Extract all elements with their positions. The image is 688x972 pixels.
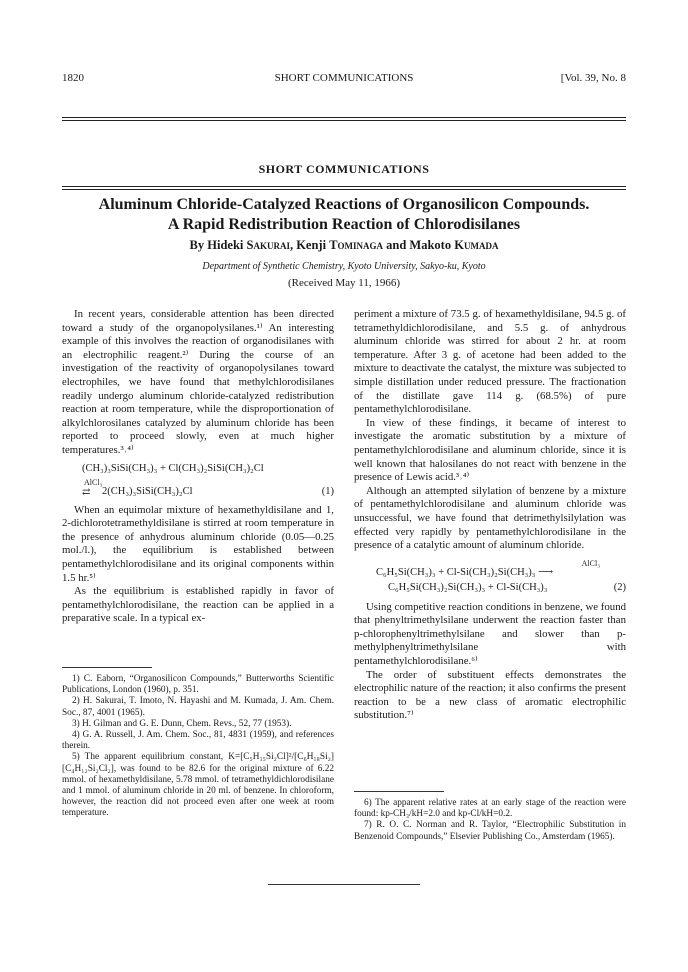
equation-2-reactants: C₆H₅Si(CH₃)₃ + Cl-Si(CH₃)₂Si(CH₃)₃ ⟶ — [376, 566, 554, 578]
right-footnotes — [354, 798, 626, 843]
footnote-1: 1) C. Eaborn, “Organosilicon Compounds,” Butterworths Scientific Publications, London (1960), p. 351. — [62, 674, 334, 696]
equation-1-catalyst: AlCl₃ — [84, 477, 103, 487]
right-para-2: In view of these findings, it became of interest to investigate the aromatic substitution by a mixture of pentamethylchlorodisilane and aluminum chloride, since it is well known that halosilanes do not react with benzene in the presence of Lewis acid.³˒⁴⁾ — [354, 416, 626, 484]
left-footnote-rule — [62, 667, 152, 668]
right-para-4: Using competitive reaction conditions in benzene, we found that phenyltrimethylsilane underwent the reaction faster than p-chlorophenyltrimethylsilane and slower than p-methylphenyltrimethylsilane with pentamethylchlorodisilane.⁶⁾ — [354, 600, 626, 668]
author2-surname: Tominaga — [329, 238, 384, 252]
author-line — [0, 238, 688, 253]
equilibrium-arrow-icon: ⇄ — [82, 486, 91, 498]
volume-info: [Vol. 39, No. 8 — [560, 72, 626, 84]
equation-1-number: (1) — [321, 485, 334, 497]
end-rule — [268, 884, 420, 885]
header-rule-1 — [62, 117, 626, 118]
left-footnotes — [62, 674, 334, 820]
equation-2-products: C₆H₅Si(CH₃)₂Si(CH₃)₃ + Cl-Si(CH₃)₃ — [388, 581, 548, 593]
equation-2-number: (2) — [613, 581, 626, 593]
equation-1 — [62, 476, 334, 500]
footnote-4: 4) G. A. Russell, J. Am. Chem. Soc., 81, 4831 (1959), and references therein. — [62, 730, 334, 752]
received-date: (Received May 11, 1966) — [287, 277, 400, 289]
article-title-line2: A Rapid Redistribution Reaction of Chlorodisilanes — [167, 216, 521, 233]
equation-2 — [354, 559, 626, 593]
authors-prefix: By Hideki — [189, 238, 247, 252]
left-para-2: When an equimolar mixture of hexamethyldisilane and 1, 2-dichlorotetramethyldisilane is stirred at room temperature in the presence of anhydrous aluminum chloride (0.05—0.25 mol./l.), the equilibrium is established between pentamethylchlorodisilane and its original components within 1.5 hr.⁵⁾ — [62, 503, 334, 584]
article-title-line1: Aluminum Chloride-Catalyzed Reactions of Organosilicon Compounds. — [98, 196, 590, 213]
running-title: SHORT COMMUNICATIONS — [274, 72, 414, 84]
right-column — [354, 308, 626, 723]
authors-sep2: and Makoto — [383, 238, 455, 252]
authors-sep1: , Kenji — [289, 238, 330, 252]
equation-1-reactants: (CH₃)₃SiSi(CH₃)₃ + Cl(CH₃)₂SiSi(CH₃)₂Cl — [82, 462, 264, 474]
footnote-2: 2) H. Sakurai, T. Imoto, N. Hayashi and M. Kumada, J. Am. Chem. Soc., 87, 4001 (1965). — [62, 696, 334, 718]
section-rule-1 — [62, 186, 626, 187]
footnote-3: 3) H. Gilman and G. E. Dunn, Chem. Revs., 52, 77 (1953). — [72, 718, 292, 729]
left-para-1: In recent years, considerable attention has been directed toward a study of the organopolysilanes.¹⁾ An interesting example of this involves the reaction of organodisilanes with an electrophilic reagent.²⁾ During the course of an investigation of the reactivity of organopolysilanes toward electrophiles, we have found that methylchlorodisilanes readily undergo aluminum chloride-catalyzed redistribution reaction at room temperature, while the disproportionation of alkylchlorosilanes catalyzed by aluminum chloride has been reported to proceed slowly, even at much higher temperatures.³˒⁴⁾ — [62, 308, 334, 456]
footnote-7: 7) R. O. C. Norman and R. Taylor, “Electrophilic Substitution in Benzenoid Compounds,” Elsevier Publishing Co., Amsterdam (1965). — [354, 820, 626, 842]
author1-surname: Sakurai — [246, 238, 290, 252]
section-rule-2 — [62, 189, 626, 190]
section-title: SHORT COMMUNICATIONS — [258, 162, 430, 176]
footnote-5: 5) The apparent equilibrium constant, K=[C₅H₁₅Si₂Cl]²/[C₆H₁₈Si₂][C₄H₁₂Si₂Cl₂], was found to be 82.6 for the original mixture of 6.22 mmol. of hexamethyldisilane, 5.78 mmol. of tetramethyldichlorodisilane and 1 mmol. of aluminum chloride in 20 ml. of benzene. In chloroform, however, the reaction did not proceed even after one week at room temperature. — [62, 752, 334, 819]
header-rule-2 — [62, 120, 626, 121]
right-para-3: Although an attempted silylation of benzene by a mixture of pentamethylchlorodisilane and aluminum chloride was unsuccessful, we have found that detrimethylsilylation was effected very rapidly by pentamethylchlorodisilane in the presence of a catalytic amount of aluminum chloride. — [354, 484, 626, 552]
affiliation: Department of Synthetic Chemistry, Kyoto University, Sakyo-ku, Kyoto — [202, 261, 486, 272]
left-para-3: As the equilibrium is established rapidly in favor of pentamethylchlorodisilane, the reaction can be applied in a preparative scale. In a typical ex- — [62, 585, 334, 625]
page-number: 1820 — [62, 72, 84, 84]
right-para-5: The order of substituent effects demonstrates the electrophilic nature of the reaction; it also confirms the present reaction to be a new class of aromatic electrophilic substitution.⁷⁾ — [354, 668, 626, 722]
right-para-1: periment a mixture of 73.5 g. of hexamethyldisilane, 94.5 g. of tetramethyldichlorodisilane, and 5.5 g. of anhydrous aluminum chloride was stirred for about 2 hr. at room temperature. After 3 g. of acetone had been added to the mixture to deactivate the catalyst, the mixture was subjected to simple distillation under reduced pressure. The fractionation of the distillate gave 114 g. (68.5%) of pure pentamethylchlorodisilane. — [354, 308, 626, 416]
footnote-6: 6) The apparent relative rates at an early stage of the reaction were found: kp-CH₃/kH=2.0 and kp-Cl/kH=0.2. — [354, 798, 626, 820]
right-footnote-rule — [354, 791, 444, 792]
left-column — [62, 308, 334, 626]
equation-2-catalyst: AlCl₃ — [581, 558, 600, 568]
equation-1-products: 2(CH₃)₃SiSi(CH₃)₂Cl — [102, 485, 193, 497]
author3-surname: Kumada — [454, 238, 499, 252]
